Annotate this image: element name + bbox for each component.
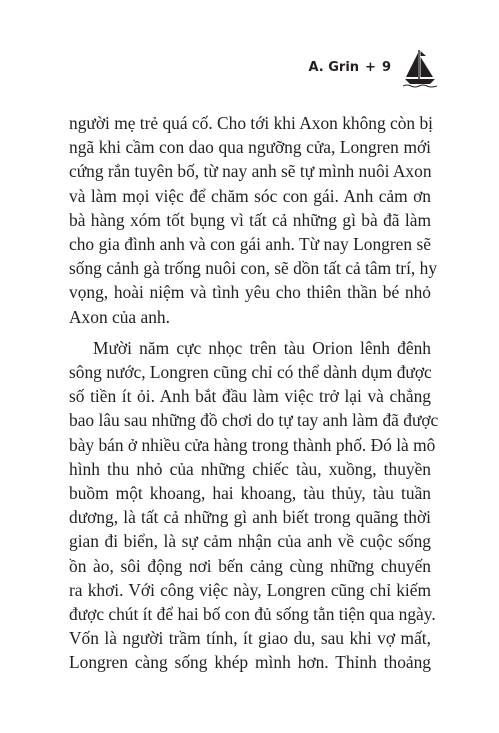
text-line: buồm một khoang, hai khoang, tàu thủy, tàu tuần	[69, 483, 431, 504]
header-author: A. Grin	[308, 60, 360, 75]
text-line: hình thu nhỏ của những chiếc tàu, xuồng, thuyền	[69, 458, 431, 479]
header-separator: +	[365, 60, 376, 75]
text-line: Mười năm cực nhọc trên tàu Orion lênh đênh	[93, 337, 431, 358]
text-line: Vốn là người trầm tính, ít giao du, sau khi vợ mất,	[69, 628, 431, 649]
text-line: bày bán ở nhiều cửa hàng trong thành phố. Đó là mô	[69, 434, 436, 455]
sailing-ship-icon	[403, 48, 437, 88]
text-line: sống cảnh gà trống nuôi con, sẽ dồn tất cả tâm trí, hy	[69, 258, 438, 279]
text-line: gian đi biển, là sự cảm nhận của anh về cuộc sống	[69, 531, 431, 552]
page-number: 9	[381, 60, 391, 75]
paragraph-2	[69, 336, 439, 675]
text-line: và làm mọi việc để chăm sóc con gái. Anh cảm ơn	[69, 185, 431, 206]
text-line: vọng, hoài niệm và tình yêu cho thiên thần bé nhỏ	[69, 282, 431, 303]
text-line: được chút ít để hai bố con đủ sống tằn tiện qua ngày.	[69, 604, 436, 625]
text-line: ngã khi cầm con dao qua ngưỡng cửa, Longren mới	[69, 137, 431, 158]
text-line: cứng rắn tuyên bố, từ nay anh sẽ tự mình nuôi Axon	[69, 161, 432, 182]
text-line: số tiền ít ỏi. Anh bắt đầu làm việc trở lại và chẳng	[69, 386, 431, 407]
body-text	[69, 111, 439, 675]
text-line: ra khơi. Với công việc này, Longren cũng chỉ kiếm	[69, 579, 431, 600]
text-line: cho gia đình anh và con gái anh. Từ nay Longren sẽ	[69, 234, 431, 255]
text-line: ồn ào, sôi động nơi bến cảng cùng những chuyến	[69, 555, 431, 576]
text-line: người mẹ trẻ quá cố. Cho tới khi Axon không còn bị	[69, 113, 433, 133]
text-line: bà hàng xóm tốt bụng vì tất cả những gì bà đã làm	[69, 209, 431, 230]
text-line: Longren càng sống khép mình hơn. Thỉnh thoảng	[69, 652, 431, 673]
text-line: sông nước, Longren cũng chỉ có thể dành dụm được	[69, 362, 432, 383]
text-line: Axon của anh.	[69, 306, 170, 327]
paragraph-1	[69, 111, 438, 329]
text-line: dương, là tất cả những gì anh biết trong quãng thời	[69, 507, 431, 528]
text-line: bao lâu sau những đồ chơi do tự tay anh làm đã được	[69, 410, 439, 431]
